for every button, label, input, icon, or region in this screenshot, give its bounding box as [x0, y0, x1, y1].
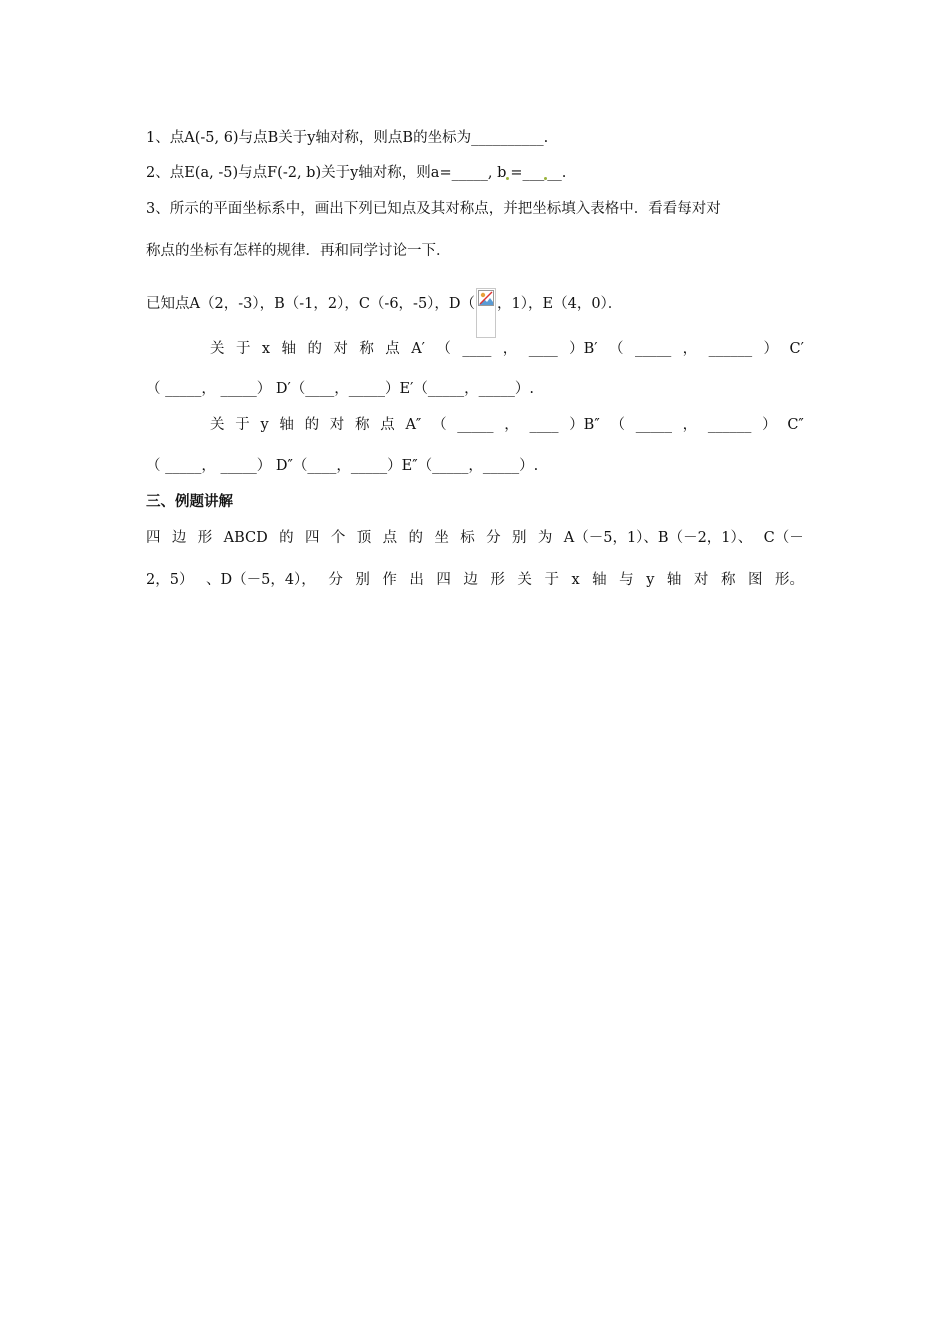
x-axis-symmetry-row-1-word: C′	[789, 341, 804, 357]
y-axis-symmetry-row-1-word: ______	[707, 417, 752, 433]
example-row-1-word: 的	[279, 530, 294, 546]
example-row-2-word: 别	[355, 572, 370, 588]
section-title: 三、例题讲解	[146, 494, 233, 510]
example-row-2-word: 与	[619, 572, 634, 588]
example-row-2-word: 形。	[774, 572, 804, 588]
example-row-1-word: 为	[537, 530, 553, 546]
x-axis-symmetry-row-1-word: A′	[411, 341, 425, 357]
question-1: 1、点A(-5, 6)与点B关于y轴对称，则点B的坐标为__________.	[146, 130, 549, 146]
x-axis-symmetry-row-1-word: 的	[307, 341, 322, 357]
y-axis-symmetry-row-1-word: 称	[355, 417, 370, 433]
x-axis-symmetry-row-1-word: ，	[682, 341, 698, 357]
y-axis-symmetry-row-1-word: C″	[787, 417, 804, 433]
x-axis-symmetry-row-1-word: ____	[462, 341, 492, 357]
example-row-2-word: 四	[436, 572, 451, 588]
example-row-1-word: C（－	[763, 530, 804, 546]
y-axis-symmetry-row-2: （ _____， _____） D″（____，_____）E″（_____，_____）.	[146, 458, 539, 474]
example-row-1-word: 四	[305, 530, 320, 546]
example-row-2-word: 对	[693, 572, 709, 588]
question-3-line-2: 称点的坐标有怎样的规律．再和同学讨论一下．	[146, 243, 451, 259]
example-row-2-word: 图	[747, 572, 763, 588]
example-row-2-word: 出	[409, 572, 424, 588]
known-points-text: 已知点A（2，-3），B（-1，2），C（-6，-5），D（	[146, 296, 476, 312]
y-axis-symmetry-row-1-word: 轴	[279, 417, 294, 433]
x-axis-symmetry-row-1-word: 点	[385, 341, 400, 357]
example-row-2-word: y	[646, 572, 655, 588]
x-axis-symmetry-row-1-word: ____	[528, 341, 558, 357]
x-axis-symmetry-row-1-word: 对	[333, 341, 348, 357]
y-axis-symmetry-row-1-word: ）	[762, 417, 777, 433]
example-row-2-word: 称	[720, 572, 736, 588]
example-row-2	[146, 570, 804, 590]
question-2-end: __.	[547, 165, 567, 181]
x-axis-symmetry-row-1-word: ）	[763, 341, 779, 357]
example-row-2-word: 轴	[666, 572, 682, 588]
ink-dot-mark	[506, 177, 509, 180]
x-axis-symmetry-row-2: （ _____， _____） D′（____，_____）E′（_____，_____）.	[146, 381, 534, 397]
y-axis-symmetry-row-1-word: （	[432, 417, 447, 433]
example-row-2-word: 关	[517, 572, 532, 588]
example-row-1-word: 顶	[356, 530, 372, 546]
y-axis-symmetry-row-1-word: ）B″	[569, 417, 600, 433]
example-row-1-word: 点	[382, 530, 398, 546]
y-axis-symmetry-row-1-word: 于	[235, 417, 250, 433]
example-row-2-word: 边	[463, 572, 478, 588]
x-axis-symmetry-row-1-word: 称	[359, 341, 374, 357]
y-axis-symmetry-row-1-word: 的	[304, 417, 320, 433]
x-axis-symmetry-row-1-word: ，	[502, 341, 518, 357]
example-row-1	[146, 528, 804, 548]
example-row-1-word: 形	[197, 530, 213, 546]
example-row-2-word: 2，5）	[146, 572, 194, 588]
x-axis-symmetry-row-1-word: 于	[235, 341, 251, 357]
x-axis-symmetry-row-1-word: _____	[634, 341, 672, 357]
x-axis-symmetry-row-1-word: ）B′	[569, 341, 598, 357]
y-axis-symmetry-row-1	[210, 415, 804, 435]
y-axis-symmetry-row-1-word: ____	[529, 417, 559, 433]
example-row-2-word: 作	[382, 572, 397, 588]
example-row-2-word: x	[571, 572, 580, 588]
known-points	[146, 288, 622, 338]
x-axis-symmetry-row-1-word: ______	[708, 341, 753, 357]
example-row-2-word: 分	[328, 572, 343, 588]
y-axis-symmetry-row-1-word: 点	[380, 417, 395, 433]
y-axis-symmetry-row-1-word: _____	[635, 417, 672, 433]
question-2-text: 2、点E(a, -5)与点F(-2, b)关于y轴对称，则a=_____, b	[146, 165, 507, 181]
example-row-1-word: 标	[460, 530, 475, 546]
example-row-1-word: 分	[486, 530, 501, 546]
x-axis-symmetry-row-1-word: x	[261, 341, 271, 357]
example-row-1-word: 别	[512, 530, 527, 546]
y-axis-symmetry-row-1-word: y	[260, 417, 269, 433]
y-axis-symmetry-row-1-word: 对	[329, 417, 345, 433]
example-row-1-word: 边	[171, 530, 187, 546]
example-row-2-word: 形	[490, 572, 505, 588]
example-row-2-word: 于	[544, 572, 559, 588]
x-axis-symmetry-row-1	[210, 339, 804, 359]
x-axis-symmetry-row-1-word: 关	[210, 341, 225, 357]
y-axis-symmetry-row-1-word: （	[610, 417, 625, 433]
y-axis-symmetry-row-1-word: 关	[210, 417, 225, 433]
example-row-1-word: 的	[408, 530, 423, 546]
example-row-1-word: 四	[146, 530, 161, 546]
question-2-blank-b: =___	[510, 165, 545, 181]
x-axis-symmetry-row-1-word: （	[609, 341, 624, 357]
known-points-text-end: ，1），E（4，0）．	[497, 296, 623, 312]
example-row-1-word: ABCD	[223, 530, 268, 546]
example-row-1-word: 个	[330, 530, 346, 546]
y-axis-symmetry-row-1-word: _____	[457, 417, 494, 433]
example-row-2-word: 轴	[592, 572, 607, 588]
broken-image-icon	[476, 288, 496, 338]
example-row-2-word: 、D（－5，4），	[205, 572, 316, 588]
y-axis-symmetry-row-1-word: ，	[682, 417, 698, 433]
y-axis-symmetry-row-1-word: A″	[405, 417, 422, 433]
question-3-line-1: 3、所示的平面坐标系中，画出下列已知点及其对称点，并把坐标填入表格中．看看每对对	[146, 201, 721, 217]
example-row-1-word: A（－5，1）、B（－2，1）、	[563, 530, 753, 546]
y-axis-symmetry-row-1-word: ，	[504, 417, 519, 433]
x-axis-symmetry-row-1-word: 轴	[281, 341, 296, 357]
x-axis-symmetry-row-1-word: （	[436, 341, 451, 357]
question-2	[146, 163, 566, 183]
example-row-1-word: 坐	[434, 530, 449, 546]
